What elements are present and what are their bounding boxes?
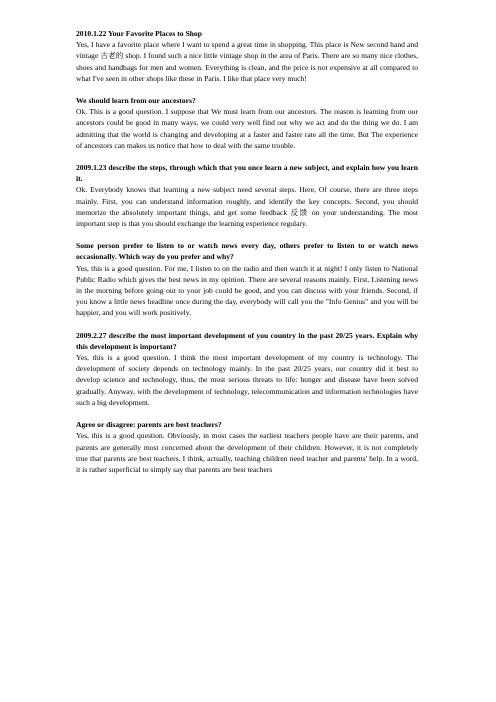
- section-question: 2009.1.23 describe the steps, through which that you once learn a new subject, and explain how you learn it.: [76, 163, 418, 184]
- qa-section: [76, 28, 418, 84]
- section-answer: Ok. This is a good question. I suppose that We must learn from our ancestors. The reason is learning from our ancestors could be good in many ways, we could very well find out why we act and do the thing we do. I am admitting that the world is changing and developing at a faster and faster rate all the time. But The experience of ancestors can makes us notice that how to deal with the same trouble.: [76, 107, 418, 150]
- section-question: 2009.2.27 describe the most important development of you country in the past 20/25 years. Explain why this development is important?: [76, 330, 418, 351]
- section-question: Agree or disagree: parents are best teachers?: [76, 420, 222, 430]
- section-answer: Yes, I have a favorite place where I want to spend a great time in shopping. This place is New second hand and vintage 古老的 shop. I found such a nice little vintage shop in the area of Paris. There are so many nice clothes, shoes and handbags for men and women. Everything is clean, and the price is not expensive at all compared to what I've seen in other shops like these in Paris. I like that place very much!: [76, 40, 418, 83]
- section-answer: Yes, this is a good question. Obviously, in most cases the earliest teachers people have are their parents, and parents are generally most concerned about the development of their children. However, it is not completely true that parents are best teachers. I think, actually, teaching children need teacher and parents' help. In a word, it is rather superficial to simply say that parents are best teachers: [76, 431, 418, 474]
- section-answer: Ok. Everybody knows that learning a new subject need several steps. Here, Of course, there are three steps mainly. First, you can understand information roughly, and identify the key concepts. Second, you should memorize the absolutely important things, and get some feedback 反馈 on your understanding. The most important step is that you should exchange the learning experience regulary.: [76, 185, 418, 229]
- section-question: Some person prefer to listen to or watch news every day, others prefer to listen to or watch news occasionally. Which way do you prefer and why?: [76, 241, 418, 262]
- section-answer: Yes, this is a good question. I think the most important development of my country is technology. The development of society depends on technology mainly. In the past 20/25 years, our country did it best to develop science and technology, thus, the most serious threats to life: hunger and disease have been solved gradually. Anyway, with the development of technology, telecommunication and information technologies have such a big development.: [76, 353, 418, 407]
- qa-section: [76, 419, 418, 475]
- section-question: We should learn from our ancestors?: [76, 96, 196, 106]
- section-question: 2010.1.22 Your Favorite Places to Shop: [76, 29, 202, 38]
- qa-section: [76, 162, 418, 229]
- document-page: [76, 28, 418, 486]
- section-answer: Yes, this is a good question. For me, I listen to on the radio and then watch it at night! I only listen to National Public Radio which gives the best news in my opinion. There are several reasons mainly. First, Listening news in the morning before going out to your job could be good, and you can discuss with your friends. Second, if you know a little news headline once during the day, everybody will call you the "Info Genius" and you will be happier, and you will work positively.: [76, 263, 418, 318]
- qa-section: [76, 95, 418, 151]
- qa-section: [76, 330, 418, 408]
- qa-section: [76, 240, 418, 318]
